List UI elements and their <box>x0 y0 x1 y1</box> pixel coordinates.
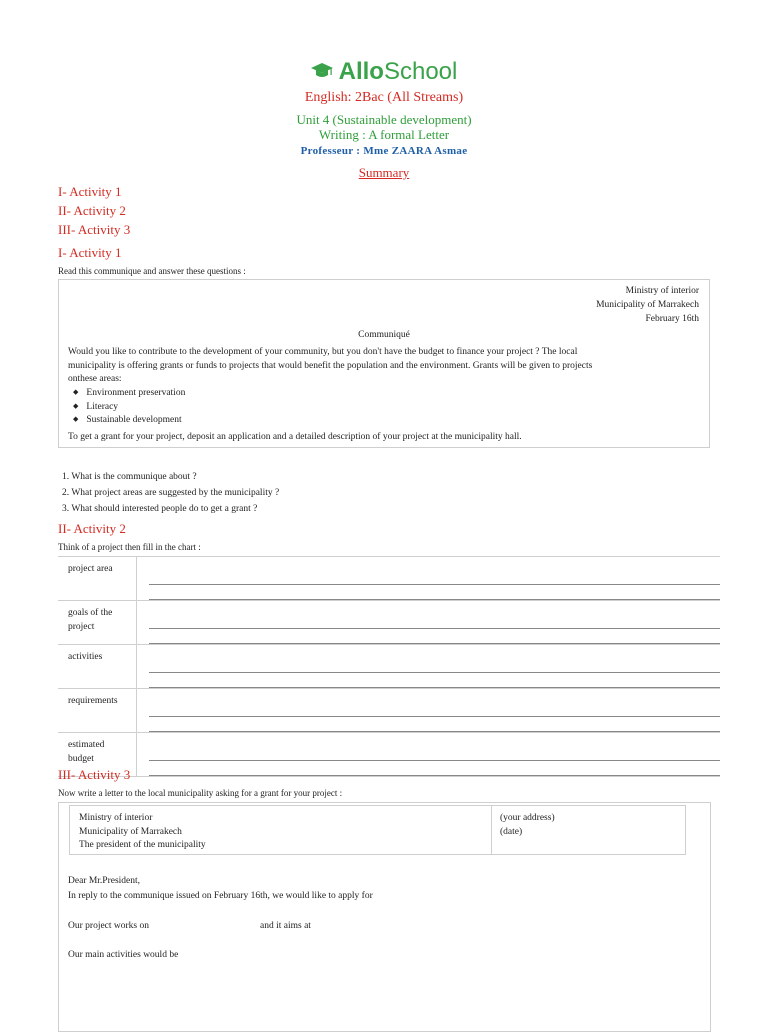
professor-name: Professeur : Mme ZAARA Asmae <box>300 145 468 157</box>
communique-intro <box>68 346 688 387</box>
recipient-line: Municipality of Marrakech <box>79 826 182 837</box>
letter-line-3: Our main activities would be <box>68 950 179 960</box>
activity-1-instruction: Read this communique and answer these questions : <box>58 266 246 276</box>
letter-box <box>58 802 711 1032</box>
toc-link-activity-1[interactable]: I- Activity 1 <box>58 184 122 199</box>
chart-label-goals: goals of the project <box>58 601 137 645</box>
activity-3-heading: III- Activity 3 <box>58 767 131 782</box>
logo-text-allo: Allo <box>338 58 384 85</box>
list-item: ◆ Literacy <box>73 401 185 415</box>
recipient-line: Ministry of interior <box>79 813 153 823</box>
chart-label-requirements: requirements <box>58 689 137 733</box>
communique-intro-line: municipality is offering grants or funds to projects that would benefit the population and the environment. Grants will be given to projects <box>68 360 593 371</box>
questions-list <box>62 469 279 517</box>
activity-1-heading: I- Activity 1 <box>58 245 122 260</box>
table-row <box>58 645 720 689</box>
table-row <box>58 601 720 645</box>
table-row <box>58 733 720 777</box>
sender-date-placeholder: (date) <box>500 826 523 837</box>
chart-answer-field[interactable] <box>137 733 721 777</box>
letter-line-2a: Our project works on <box>68 921 149 931</box>
sender-address <box>500 812 555 839</box>
recipient-line: The president of the municipality <box>79 840 206 850</box>
communique-closing: To get a grant for your project, deposit an application and a detailed description of your project at the municipality hall. <box>68 432 522 442</box>
toc-link-activity-2[interactable]: II- Activity 2 <box>58 203 126 218</box>
activity-3-instruction: Now write a letter to the local municipality asking for a grant for your project : <box>58 788 343 798</box>
question-item: 3. What should interested people do to get a grant ? <box>62 504 258 514</box>
chart-label-project-area: project area <box>58 557 137 601</box>
subject-title: English: 2Bac (All Streams) <box>304 90 464 105</box>
writing-title: Writing : A formal Letter <box>318 127 450 142</box>
question-item: 1. What is the communique about ? <box>62 472 197 482</box>
communique-box <box>58 279 710 448</box>
table-row <box>58 557 720 601</box>
project-areas-list <box>73 387 185 428</box>
communique-municipality: Municipality of Marrakech <box>596 300 699 310</box>
summary-heading: Summary <box>358 165 410 180</box>
communique-date: February 16th <box>645 314 699 324</box>
unit-title: Unit 4 (Sustainable development) <box>296 112 472 127</box>
communique-sender: Ministry of interior <box>625 286 699 296</box>
chart-label-activities: activities <box>58 645 137 689</box>
communique-intro-line: onthese areas: <box>68 374 122 384</box>
chart-answer-field[interactable] <box>137 557 721 601</box>
recipient-address <box>79 812 489 853</box>
communique-intro-line: Would you like to contribute to the development of your community, but you don't have the budget to finance your project ? The local <box>68 347 578 357</box>
list-item: ◆ Sustainable development <box>73 414 185 428</box>
chart-label-budget: estimated budget <box>58 733 137 777</box>
activity-2-instruction: Think of a project then fill in the chart : <box>58 542 201 552</box>
letter-line-1: In reply to the communique issued on February 16th, we would like to apply for <box>68 891 373 901</box>
logo-text-school: School <box>383 58 458 85</box>
address-divider <box>491 806 492 854</box>
sender-address-placeholder: (your address) <box>500 813 555 823</box>
activity-2-heading: II- Activity 2 <box>58 521 126 536</box>
letter-salutation: Dear Mr.President, <box>68 876 141 886</box>
graduation-cap-icon <box>311 59 333 87</box>
project-chart <box>58 556 720 777</box>
communique-title: Communiqué <box>358 330 410 340</box>
letter-line-2b: and it aims at <box>260 921 311 931</box>
chart-answer-field[interactable] <box>137 601 721 645</box>
toc-link-activity-3[interactable]: III- Activity 3 <box>58 222 131 237</box>
chart-answer-field[interactable] <box>137 645 721 689</box>
address-table <box>69 805 686 855</box>
alloschool-logo[interactable] <box>0 58 768 87</box>
question-item: 2. What project areas are suggested by the municipality ? <box>62 488 280 498</box>
table-row <box>58 689 720 733</box>
list-item: ◆ Environment preservation <box>73 387 185 401</box>
chart-answer-field[interactable] <box>137 689 721 733</box>
